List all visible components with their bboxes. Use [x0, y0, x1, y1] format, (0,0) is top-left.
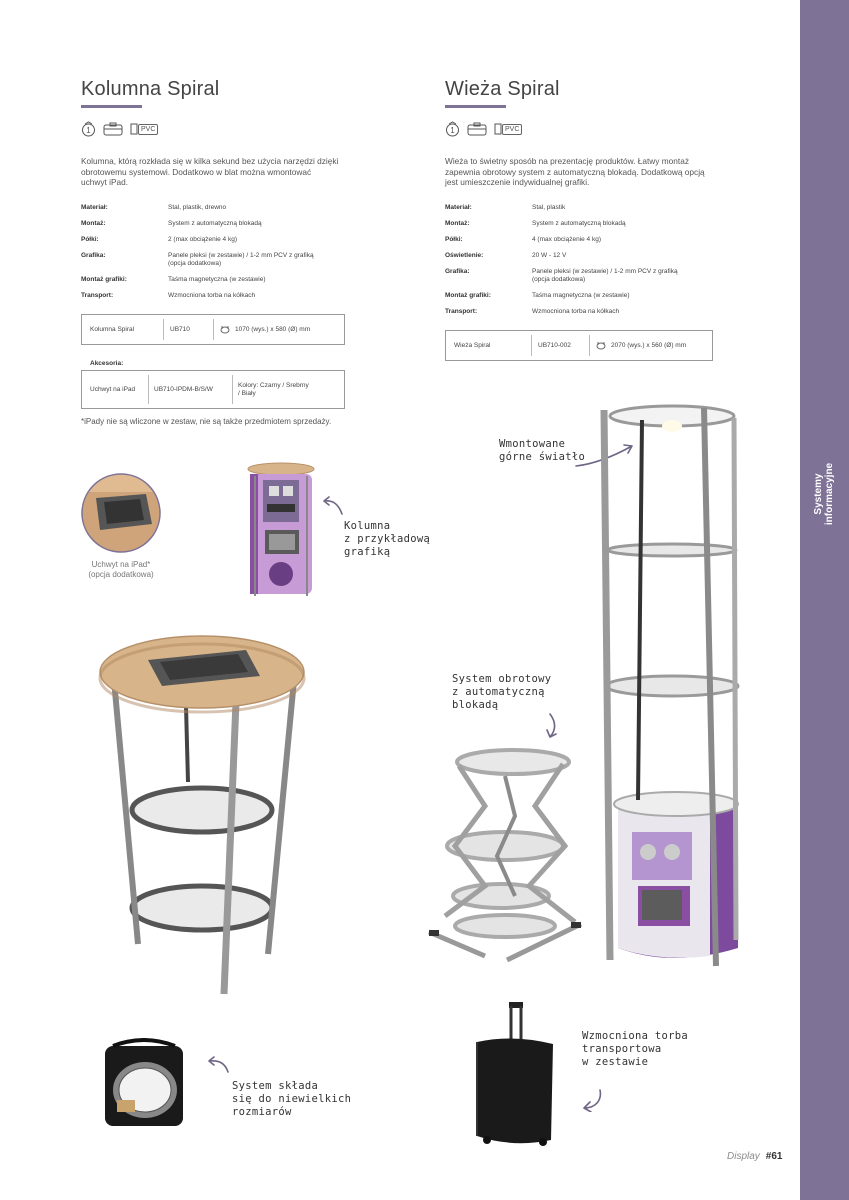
side-tab-label: Systemy informacyjne: [813, 462, 835, 526]
spec-row: [445, 252, 722, 260]
accessory-code: UB710-IPDM-B/S/W: [154, 386, 213, 393]
side-tab: [800, 0, 849, 1200]
wieza-spiral-photo: [598, 400, 746, 976]
left-description-line: obrotowemu systemowi. Dodatkowo w blat można wmontować: [81, 166, 312, 177]
spec-key: Transport:: [81, 292, 114, 299]
left-description: [81, 156, 381, 188]
right-description: [445, 156, 745, 188]
spec-row: [81, 252, 358, 268]
arrow-icon: [205, 1055, 231, 1075]
product-dimensions: [214, 315, 344, 344]
pvc-icon: [494, 123, 522, 135]
spec-value: 20 W - 12 V: [532, 252, 567, 259]
spec-key: Montaż:: [445, 220, 470, 227]
rotary-frame-photo: [425, 746, 585, 968]
spec-row: [445, 308, 722, 316]
column-graphic-photo: [245, 462, 317, 600]
spec-row: [445, 220, 722, 228]
folded-bag-photo: [103, 1038, 185, 1130]
spec-key: Półki:: [81, 236, 99, 243]
product-dimensions: [590, 331, 712, 360]
spec-value: System z automatyczną blokadą: [532, 220, 626, 227]
accessory-name: Uchwyt na iPad: [90, 386, 136, 393]
spec-row: [81, 292, 358, 300]
arrow-icon: [542, 712, 562, 740]
spec-row: [445, 236, 722, 244]
right-title: Wieża Spiral: [445, 78, 560, 100]
ipad-note: *iPady nie są wliczone w zestaw, nie są także przedmiotem sprzedaży.: [81, 417, 332, 426]
dimension-icon: [220, 325, 231, 334]
spec-value: 2 (max obciążenie 4 kg): [168, 236, 238, 243]
arrow-icon: [580, 1088, 604, 1112]
spec-value: Taśma magnetyczna (w zestawie): [168, 276, 266, 283]
ipad-holder-photo: [80, 472, 162, 554]
left-description-line: uchwyt iPad.: [81, 177, 129, 187]
callout-rotary: System obrotowy z automatyczną blokadą: [452, 673, 552, 711]
spec-key: Grafika:: [445, 268, 470, 275]
spec-key: Montaż grafiki:: [81, 276, 127, 283]
case-icon: [103, 122, 123, 136]
svg-text:1: 1: [450, 126, 455, 135]
spec-value: Panele pleksi (w zestawie) / 1-2 mm PCV z grafiką (opcja dodatkowa): [532, 268, 678, 283]
spec-key: Montaż:: [81, 220, 106, 227]
spec-row: [445, 292, 722, 300]
spec-value: Taśma magnetyczna (w zestawie): [532, 292, 630, 299]
spec-key: Materiał:: [81, 204, 108, 211]
page-number: #61: [765, 1151, 783, 1162]
one-person-icon: [81, 121, 96, 137]
pvc-label: PVC: [138, 124, 158, 135]
ipad-caption: Uchwyt na iPad* (opcja dodatkowa): [88, 560, 154, 579]
product-name: Wieża Spiral: [454, 342, 491, 349]
left-product-box: [81, 314, 345, 345]
page-footer: [727, 1151, 782, 1162]
arrow-icon: [320, 495, 346, 517]
spec-key: Materiał:: [445, 204, 472, 211]
callout-bag: Wzmocniona torba transportowa w zestawie: [582, 1030, 688, 1068]
one-person-icon: [445, 121, 460, 137]
left-title-underline: [81, 105, 142, 108]
left-description-line: Kolumna, którą rozkłada się w kilka sekund bez użycia narzędzi dzięki: [81, 156, 339, 166]
footer-category: Display: [727, 1151, 760, 1162]
spec-value: Wzmocniona torba na kółkach: [532, 308, 620, 315]
spec-value: 4 (max obciążenie 4 kg): [532, 236, 602, 243]
right-product-box: [445, 330, 713, 361]
dimension-icon: [596, 341, 607, 350]
right-description-line: Wieża to świetny sposób na prezentację produktów. Łatwy montaż: [445, 156, 689, 166]
right-title-underline: [445, 105, 506, 108]
spec-row: [81, 276, 358, 284]
spec-value: Stal, plastik: [532, 204, 566, 211]
spec-key: Montaż grafiki:: [445, 292, 491, 299]
right-icon-row: [445, 121, 522, 137]
spec-row: [81, 236, 358, 244]
kolumna-spiral-photo: [98, 632, 308, 1002]
right-description-line: jest umieszczenie indywidualnej grafiki.: [445, 177, 590, 187]
spec-row: [445, 204, 722, 212]
accessories-label: Akcesoria:: [90, 360, 124, 367]
accessory-box: [81, 370, 345, 409]
callout-fold: System składa się do niewielkich rozmiarów: [232, 1080, 352, 1118]
spec-row: [81, 204, 358, 212]
product-name: Kolumna Spiral: [90, 326, 135, 333]
callout-graphic: Kolumna z przykładową grafiką: [344, 520, 431, 558]
spec-value: Stal, plastik, drewno: [168, 204, 227, 211]
spec-value: Panele pleksi (w zestawie) / 1-2 mm PCV z grafiką (opcja dodatkowa): [168, 252, 314, 267]
spec-value: Wzmocniona torba na kółkach: [168, 292, 256, 299]
transport-bag-photo: [473, 1000, 555, 1148]
case-icon: [467, 122, 487, 136]
spec-key: Transport:: [445, 308, 478, 315]
callout-light: Wmontowane górne światło: [499, 438, 586, 463]
spec-value: System z automatyczną blokadą: [168, 220, 262, 227]
pvc-icon: [130, 123, 158, 135]
product-code: UB710-002: [538, 342, 571, 349]
svg-text:1: 1: [86, 126, 91, 135]
spec-key: Półki:: [445, 236, 463, 243]
spec-row: [445, 268, 722, 284]
pvc-label: PVC: [502, 124, 522, 135]
product-code: UB710: [170, 326, 190, 333]
dimension-text: 2070 (wys.) x 560 (Ø) mm: [611, 342, 687, 349]
right-description-line: zapewnia obrotowy system z automatyczną blokadą. Dodatkową opcją: [445, 166, 705, 177]
spec-key: Oświetlenie:: [445, 252, 484, 259]
accessory-colors: Kolory: Czarny / Srebrny / Biały: [238, 381, 309, 397]
spec-row: [81, 220, 358, 228]
spec-key: Grafika:: [81, 252, 106, 259]
left-icon-row: [81, 121, 158, 137]
left-title: Kolumna Spiral: [81, 78, 220, 100]
dimension-text: 1070 (wys.) x 580 (Ø) mm: [235, 326, 311, 333]
